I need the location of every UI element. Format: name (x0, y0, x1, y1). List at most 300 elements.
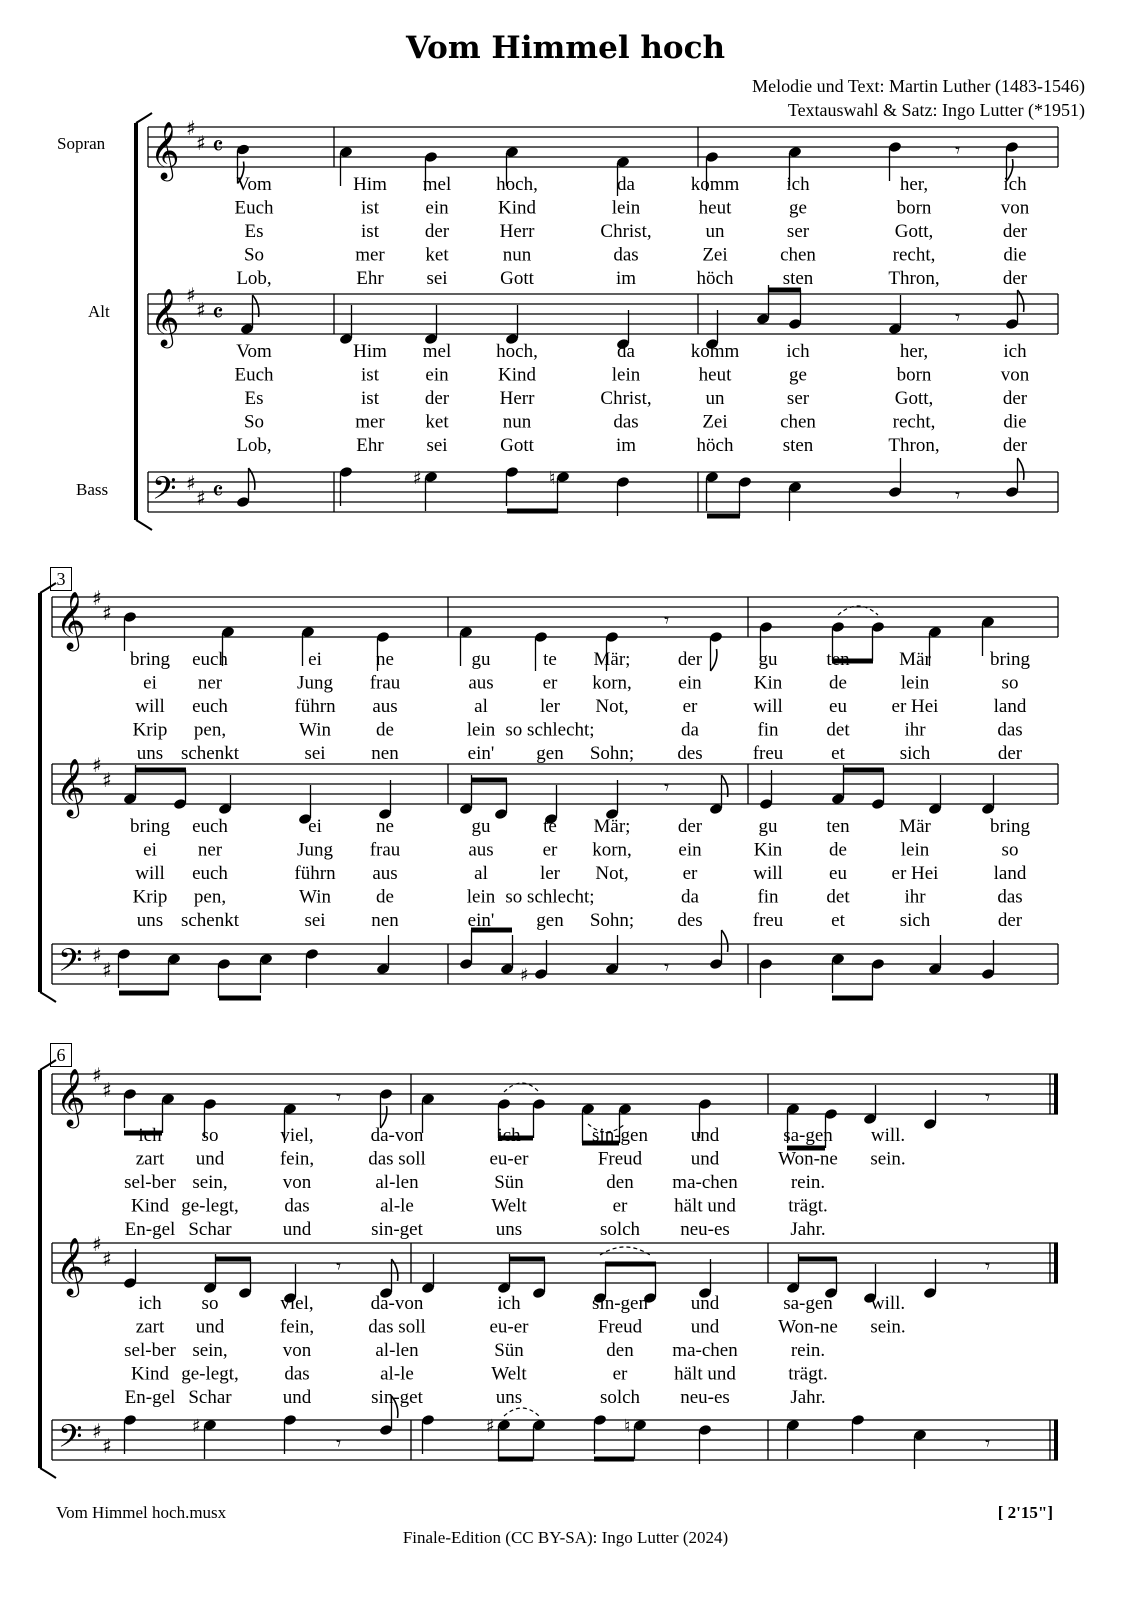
soprano-lyric: Sün (494, 1172, 524, 1193)
alto-lyric: Euch (234, 364, 274, 386)
alto-beam (509, 1257, 545, 1262)
alto-lyric: mel (422, 341, 452, 362)
alto-beam (605, 1262, 656, 1267)
alto-lyric: Win (299, 886, 331, 908)
bracket-hook (40, 1060, 56, 1070)
soprano-lyric: gu (758, 649, 778, 670)
alto-lyric: Welt (491, 1363, 527, 1385)
soprano-lyric: von (1000, 197, 1030, 219)
soprano-note (379, 1088, 393, 1128)
alto-lyric: ge-legt, (181, 1363, 239, 1385)
soprano-lyric: ist (361, 221, 379, 242)
soprano-lyric: sel-ber (124, 1172, 176, 1193)
soprano-lyric: ein (678, 672, 702, 694)
alto-note (494, 780, 508, 820)
eighth-rest: 𝄾 (664, 608, 670, 632)
alto-lyric: er (612, 1363, 628, 1385)
soprano-note (123, 1088, 137, 1128)
soprano-lyric: Jung (297, 672, 333, 694)
sharp-icon: ♯ (102, 1434, 112, 1458)
alto-lyric: ei (143, 839, 157, 861)
alto-lyric: al-le (380, 1363, 414, 1385)
soprano-lyric: ich (138, 1125, 162, 1146)
soprano-lyric: eu (829, 696, 847, 717)
soprano-lyric: die (1003, 244, 1027, 266)
alto-lyric: ge (789, 364, 807, 386)
bass-note (851, 1414, 865, 1454)
bass-note (593, 1414, 607, 1454)
alto-lyric: sei (304, 910, 326, 931)
alto-lyric: neu-es (680, 1387, 730, 1408)
soprano-lyric: lein (466, 719, 496, 741)
bass-note (928, 935, 942, 975)
eighth-rest: 𝄾 (985, 1085, 991, 1109)
bass-beam (219, 996, 261, 1001)
soprano-lyric: de (376, 719, 394, 741)
bass-note (123, 1414, 137, 1454)
alto-lyric: ihr (904, 886, 926, 908)
soprano-lyric: al-len (375, 1172, 419, 1193)
alto-lyric: sten (782, 435, 814, 456)
footer-duration: [ 2'15"] (997, 1503, 1053, 1522)
alto-lyric: die (1003, 411, 1027, 433)
alto-lyric: chen (780, 411, 816, 433)
alto-lyric: Es (244, 388, 264, 409)
soprano-note (339, 146, 353, 186)
slur (600, 1247, 650, 1255)
soprano-lyric: ist (361, 197, 379, 219)
alto-lyric: das (613, 411, 639, 433)
alto-lyric: und (195, 1316, 225, 1338)
alto-lyric: euch (192, 816, 228, 837)
eighth-rest: 𝄾 (985, 1431, 991, 1455)
soprano-lyric: born (896, 197, 932, 219)
bass-note (497, 1419, 511, 1459)
bass-note (888, 458, 902, 498)
soprano-lyric: Gott, (894, 221, 934, 242)
alto-lyric: heut (698, 364, 732, 386)
alto-lyric: Not, (595, 863, 629, 884)
alto-lyric: gu (471, 816, 491, 837)
alto-lyric: land (993, 863, 1027, 884)
soprano-lyric: von (282, 1172, 312, 1193)
soprano-lyric: sten (782, 268, 814, 289)
eighth-rest: 𝄾 (955, 305, 961, 329)
soprano-lyric: Ehr (356, 268, 384, 289)
natural-icon: ♮ (549, 468, 556, 489)
alto-lyric: der (997, 910, 1023, 931)
alto-lyric: so (1001, 839, 1019, 861)
soprano-lyric: bring (989, 649, 1031, 670)
bass-note (167, 953, 181, 993)
soprano-lyric: euch (192, 649, 228, 670)
alto-note (123, 1249, 137, 1289)
soprano-lyric: Schar (188, 1219, 232, 1240)
alto-lyric: de (376, 886, 394, 908)
alto-lyric: Schar (188, 1387, 232, 1408)
soprano-lyric: er (542, 672, 558, 694)
soprano-lyric: un (705, 221, 725, 242)
alto-lyric: im (615, 435, 637, 456)
bass-note (532, 1419, 546, 1459)
flag (392, 1259, 398, 1281)
alto-staff (52, 1243, 1058, 1283)
soprano-lyric: er (612, 1195, 628, 1217)
alto-lyric: aus (372, 863, 398, 884)
alto-note (173, 770, 187, 810)
soprano-lyric: ket (425, 244, 449, 266)
flag (711, 649, 717, 671)
soprano-lyric: sa-gen (783, 1125, 833, 1146)
alto-lyric: den (606, 1340, 634, 1361)
alto-note (240, 295, 259, 335)
alto-lyric: Ehr (356, 435, 384, 456)
alto-lyric: und (690, 1293, 720, 1314)
soprano-lyric: ma-chen (672, 1172, 738, 1193)
alto-lyric: uns (136, 910, 164, 931)
natural-icon: ♮ (624, 1416, 631, 1437)
alto-lyric: Kind (131, 1363, 169, 1385)
bass-staff (148, 472, 1058, 512)
soprano-lyric: da (681, 719, 699, 741)
soprano-lyric: sin-get (371, 1219, 423, 1240)
soprano-lyric: sein, (192, 1172, 228, 1193)
alto-lyric: der (424, 388, 450, 409)
soprano-lyric: Freud (597, 1148, 643, 1170)
alto-lyric: das (997, 886, 1023, 908)
soprano-lyric: der (677, 649, 703, 670)
treble-clef-icon: 𝄞 (56, 758, 86, 816)
alto-note (218, 775, 232, 815)
sharp-icon: ♯ (92, 1232, 102, 1256)
alto-lyric: pen, (193, 886, 227, 908)
bass-note (605, 935, 619, 975)
alto-lyric: solch (599, 1387, 641, 1408)
soprano-lyric: und (282, 1219, 312, 1240)
footer-edition: Finale-Edition (CC BY-SA): Ingo Lutter (2024) (402, 1528, 729, 1547)
alto-lyric: sel-ber (124, 1340, 176, 1361)
alto-lyric: er Hei (891, 863, 939, 884)
alto-lyric: ket (425, 411, 449, 433)
alto-note (378, 780, 392, 820)
flag (722, 930, 728, 952)
alto-lyric: bring (129, 816, 171, 837)
common-time-icon: 𝄴 (212, 132, 224, 162)
treble-clef-icon: 𝄞 (56, 1237, 86, 1295)
alto-lyric: er (682, 863, 698, 884)
alto-note (709, 775, 728, 815)
alto-beam (135, 768, 186, 773)
alto-lyric: frau (369, 839, 401, 861)
alto-lyric: komm (690, 341, 740, 362)
soprano-lyric: der (1002, 221, 1028, 242)
bass-note (339, 466, 353, 506)
soprano-lyric: land (993, 696, 1027, 717)
soprano-lyric: eu-er (489, 1148, 529, 1170)
bass-beam (832, 996, 873, 1001)
sharp-icon: ♯ (92, 1063, 102, 1087)
sharp-icon: ♯ (102, 601, 112, 625)
soprano-lyric: sin-gen (592, 1125, 648, 1146)
soprano-note (161, 1093, 175, 1133)
alto-note (981, 775, 995, 815)
soprano-note (863, 1085, 877, 1125)
eighth-rest: 𝄾 (955, 138, 961, 162)
soprano-lyric: Welt (491, 1195, 527, 1217)
alto-lyric: ich (1003, 341, 1027, 362)
bracket-hook (40, 1468, 56, 1478)
alto-lyric: will (753, 863, 783, 884)
soprano-lyric: will (135, 696, 165, 717)
soprano-lyric: Him (353, 174, 387, 195)
sharp-icon: ♯ (192, 1416, 201, 1437)
bracket-hook (136, 520, 152, 530)
alto-lyric: er (542, 839, 558, 861)
alto-lyric: eu-er (489, 1316, 529, 1338)
soprano-lyric: de (829, 672, 847, 694)
soprano-lyric: will. (870, 1125, 906, 1146)
alto-lyric: et (831, 910, 845, 931)
alto-lyric: da (681, 886, 699, 908)
eighth-rest: 𝄾 (955, 483, 961, 507)
bracket-hook (40, 583, 56, 593)
alto-note (923, 1259, 937, 1299)
alto-beam (798, 1257, 837, 1262)
soprano-lyric: das (997, 719, 1023, 741)
alto-lyric: ei (308, 816, 322, 837)
alto-staff (52, 764, 1058, 804)
alto-note (605, 780, 619, 820)
alto-lyric: so schlecht; (505, 886, 595, 908)
bass-note (633, 1419, 647, 1459)
bass-note (117, 948, 131, 988)
bass-note (283, 1414, 297, 1454)
sharp-icon: ♯ (92, 586, 102, 610)
alto-beam (843, 768, 884, 773)
soprano-lyric: Thron, (888, 268, 940, 289)
soprano-staff (52, 1074, 1058, 1114)
alto-lyric: Kin (753, 839, 783, 861)
soprano-lyric: ei (308, 649, 322, 670)
soprano-lyric: ei (143, 672, 157, 694)
soprano-lyric: das (284, 1195, 310, 1217)
alto-lyric: und (690, 1316, 720, 1338)
alto-lyric: ser (786, 388, 810, 409)
bass-note (259, 953, 273, 993)
soprano-lyric: ein' (467, 743, 495, 764)
soprano-lyric: der (424, 221, 450, 242)
alto-lyric: sein, (192, 1340, 228, 1361)
alto-lyric: de (829, 839, 847, 861)
soprano-lyric: Kin (753, 672, 783, 694)
soprano-note (871, 621, 885, 661)
treble-clef-icon: 𝄞 (56, 591, 86, 649)
alto-note (238, 1259, 252, 1299)
bass-note (500, 935, 514, 975)
soprano-lyric: sein. (870, 1148, 906, 1170)
soprano-lyric: sei (426, 268, 448, 289)
alto-note (888, 295, 902, 335)
bass-staff (52, 944, 1058, 984)
soprano-lyric: Jahr. (790, 1219, 826, 1240)
alto-lyric: das soll (368, 1316, 426, 1338)
alto-lyric: fein, (279, 1316, 315, 1338)
soprano-lyric: ner (197, 672, 223, 694)
soprano-lyric: höch (696, 268, 734, 289)
alto-lyric: sei (426, 435, 448, 456)
alto-lyric: Gott, (894, 388, 934, 409)
bass-note (556, 471, 570, 511)
soprano-lyric: ein (425, 197, 449, 219)
soprano-lyric: lein (900, 672, 930, 694)
alto-lyric: born (896, 364, 932, 386)
soprano-lyric: Euch (234, 197, 274, 219)
soprano-lyric: will (753, 696, 783, 717)
soprano-lyric: et (831, 743, 845, 764)
soprano-lyric: sei (304, 743, 326, 764)
sharp-icon: ♯ (413, 468, 422, 489)
soprano-lyric: ne (376, 649, 394, 670)
alto-note (759, 770, 773, 810)
bass-note (913, 1429, 927, 1469)
bass-staff (52, 1420, 1058, 1460)
alto-lyric: ich (786, 341, 810, 362)
bracket-hook (40, 992, 56, 1002)
soprano-lyric: zart (135, 1148, 165, 1170)
bass-note (376, 935, 390, 975)
soprano-lyric: hält und (674, 1195, 736, 1217)
alto-note (871, 770, 885, 810)
soprano-lyric: fin (757, 719, 779, 741)
soprano-lyric: ten (826, 649, 850, 670)
alto-lyric: nun (502, 411, 532, 433)
alto-lyric: hoch, (496, 341, 538, 362)
bass-beam (119, 991, 169, 996)
soprano-lyric: der (997, 743, 1023, 764)
treble-clef-icon: 𝄞 (150, 288, 180, 346)
bass-note (871, 958, 885, 998)
bass-clef-icon: 𝄢 (58, 1418, 83, 1462)
soprano-lyric: Krip (132, 719, 168, 741)
alto-lyric: her, (899, 341, 929, 362)
part-label-bass: Bass (76, 480, 109, 499)
bass-note (459, 930, 473, 970)
soprano-lyric: ser (786, 221, 810, 242)
alto-lyric: will (135, 863, 165, 884)
bass-note (203, 1419, 217, 1459)
eighth-rest: 𝄾 (664, 955, 670, 979)
soprano-note (709, 631, 723, 671)
sharp-icon: ♯ (196, 131, 206, 155)
soprano-lyric: mel (422, 174, 452, 195)
credit-melody-text: Melodie und Text: Martin Luther (1483-1546) (752, 76, 1085, 96)
soprano-lyric: ich (1003, 174, 1027, 195)
alto-lyric: Herr (499, 388, 535, 409)
alto-lyric: Mär (899, 816, 931, 837)
alto-lyric: te (543, 816, 557, 837)
soprano-lyric: uns (136, 743, 164, 764)
soprano-lyric: mer (355, 244, 385, 266)
alto-lyric: der (1002, 388, 1028, 409)
soprano-lyric: gen (536, 743, 564, 764)
alto-lyric: da-von (370, 1293, 424, 1314)
soprano-lyric: ich (786, 174, 810, 195)
alto-lyric: ein (678, 839, 702, 861)
footer-filename: Vom Himmel hoch.musx (56, 1503, 227, 1522)
eighth-rest: 𝄾 (664, 775, 670, 799)
alto-lyric: nen (371, 910, 399, 931)
soprano-lyric: da-von (370, 1125, 424, 1146)
alto-lyric: da (617, 341, 635, 362)
alto-lyric: lein (611, 364, 641, 386)
bass-note (738, 476, 752, 516)
soprano-lyric: So (243, 244, 265, 266)
alto-note (788, 290, 802, 330)
soprano-note (923, 1090, 937, 1130)
treble-clef-icon: 𝄞 (56, 1068, 86, 1126)
bass-clef-icon: 𝄢 (58, 942, 83, 986)
alto-note (532, 1259, 546, 1299)
soprano-lyric: sich (899, 743, 931, 764)
soprano-lyric: her, (899, 174, 929, 195)
soprano-lyric: Gott (500, 268, 534, 289)
alto-lyric: Thron, (888, 435, 940, 456)
soprano-lyric: ge-legt, (181, 1195, 239, 1217)
bass-beam (707, 514, 740, 519)
alto-lyric: und (282, 1387, 312, 1408)
soprano-lyric: und (690, 1148, 720, 1170)
alto-note (424, 305, 438, 345)
soprano-note (123, 611, 137, 651)
soprano-lyric: bring (129, 649, 171, 670)
bass-note (981, 940, 995, 980)
bass-note (786, 1419, 800, 1459)
alto-lyric: Mär; (593, 816, 631, 837)
bass-note (698, 1424, 712, 1464)
soprano-lyric: Not, (595, 696, 629, 717)
soprano-lyric: Herr (499, 221, 535, 242)
alto-lyric: sin-get (371, 1387, 423, 1408)
alto-lyric: Krip (132, 886, 168, 908)
bass-note (616, 476, 630, 516)
alto-beam (471, 778, 507, 783)
soprano-lyric: und (690, 1125, 720, 1146)
soprano-lyric: gu (471, 649, 491, 670)
alto-lyric: eu (829, 863, 847, 884)
alto-lyric: ma-chen (672, 1340, 738, 1361)
alto-lyric: lein (466, 886, 496, 908)
soprano-lyric: frau (369, 672, 401, 694)
soprano-lyric: ler (539, 696, 561, 717)
soprano-lyric: chen (780, 244, 816, 266)
alto-lyric: Vom (236, 341, 272, 362)
treble-clef-icon: 𝄞 (150, 121, 180, 179)
sharp-icon: ♯ (486, 1416, 495, 1437)
soprano-lyric: Win (299, 719, 331, 741)
alto-lyric: Sün (494, 1340, 524, 1361)
alto-lyric: ner (197, 839, 223, 861)
alto-lyric: höch (696, 435, 734, 456)
eighth-rest: 𝄾 (985, 1254, 991, 1278)
soprano-lyric: das soll (368, 1148, 426, 1170)
bass-beam (507, 509, 558, 514)
sharp-icon: ♯ (102, 958, 112, 982)
soprano-lyric: das (613, 244, 639, 266)
soprano-lyric: hoch, (496, 174, 538, 195)
soprano-staff (52, 597, 1058, 637)
alto-lyric: ler (539, 863, 561, 884)
soprano-lyric: er Hei (891, 696, 939, 717)
